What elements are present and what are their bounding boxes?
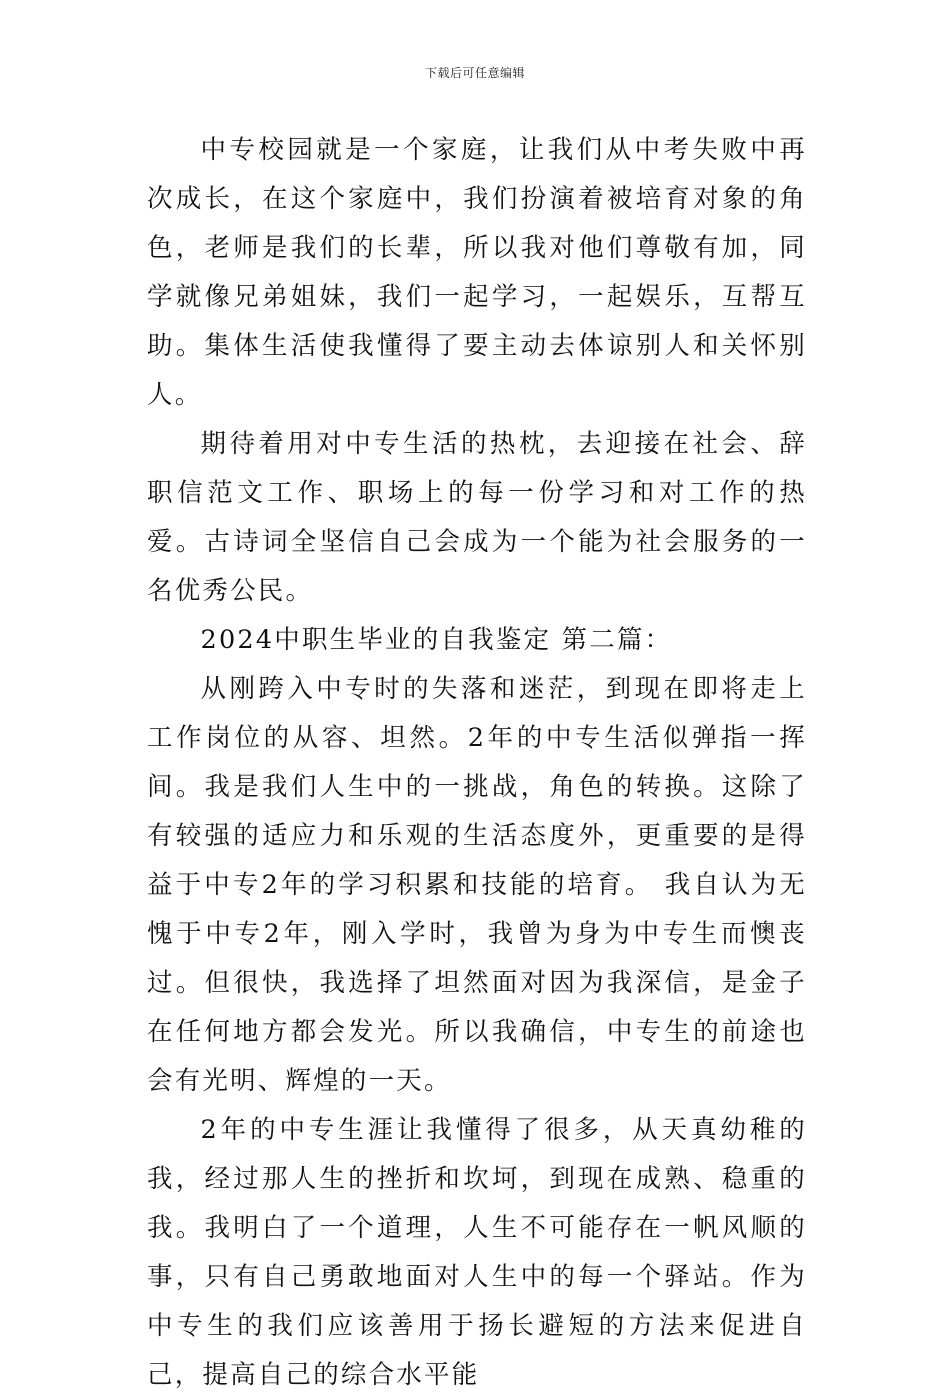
document-body <box>147 126 807 1400</box>
paragraph-growth: 2年的中专生涯让我懂得了很多，从天真幼稚的我，经过那人生的挫折和坎坷，到现在成熟、稳重的我。我明白了一个道理，人生不可能存在一帆风顺的事，只有自己勇敢地面对人生中的每一个驿站。作为中专生的我们应该善用于扬长避短的方法来促进自己，提高自己的综合水平能 <box>147 1115 807 1390</box>
section-heading: 2024中职生毕业的自我鉴定 第二篇： <box>200 625 673 655</box>
paragraph-expectation: 期待着用对中专生活的热枕，去迎接在社会、辞职信范文工作、职场上的每一份学习和对工作的热爱。古诗词全坚信自己会成为一个能为社会服务的一名优秀公民。 <box>147 429 807 606</box>
paragraph-transition: 从刚跨入中专时的失落和迷茫，到现在即将走上工作岗位的从容、坦然。2年的中专生活似弹指一挥间。我是我们人生中的一挑战，角色的转换。这除了有较强的适应力和乐观的生活态度外，更重要的是得益于中专2年的学习积累和技能的培育。 我自认为无愧于中专2年，刚入学时，我曾为身为中专生而懊丧过。但很快，我选择了坦然面对因为我深信，是金子在任何地方都会发光。所以我确信，中专生的前途也会有光明、辉煌的一天。 <box>147 674 807 1096</box>
page-header: 下载后可任意编辑 <box>424 66 525 80</box>
paragraph-campus-family: 中专校园就是一个家庭，让我们从中考失败中再次成长，在这个家庭中，我们扮演着被培育对象的角色，老师是我们的长辈，所以我对他们尊敬有加，同学就像兄弟姐妹，我们一起学习，一起娱乐，互帮互助。集体生活使我懂得了要主动去体谅别人和关怀别人。 <box>147 135 807 410</box>
